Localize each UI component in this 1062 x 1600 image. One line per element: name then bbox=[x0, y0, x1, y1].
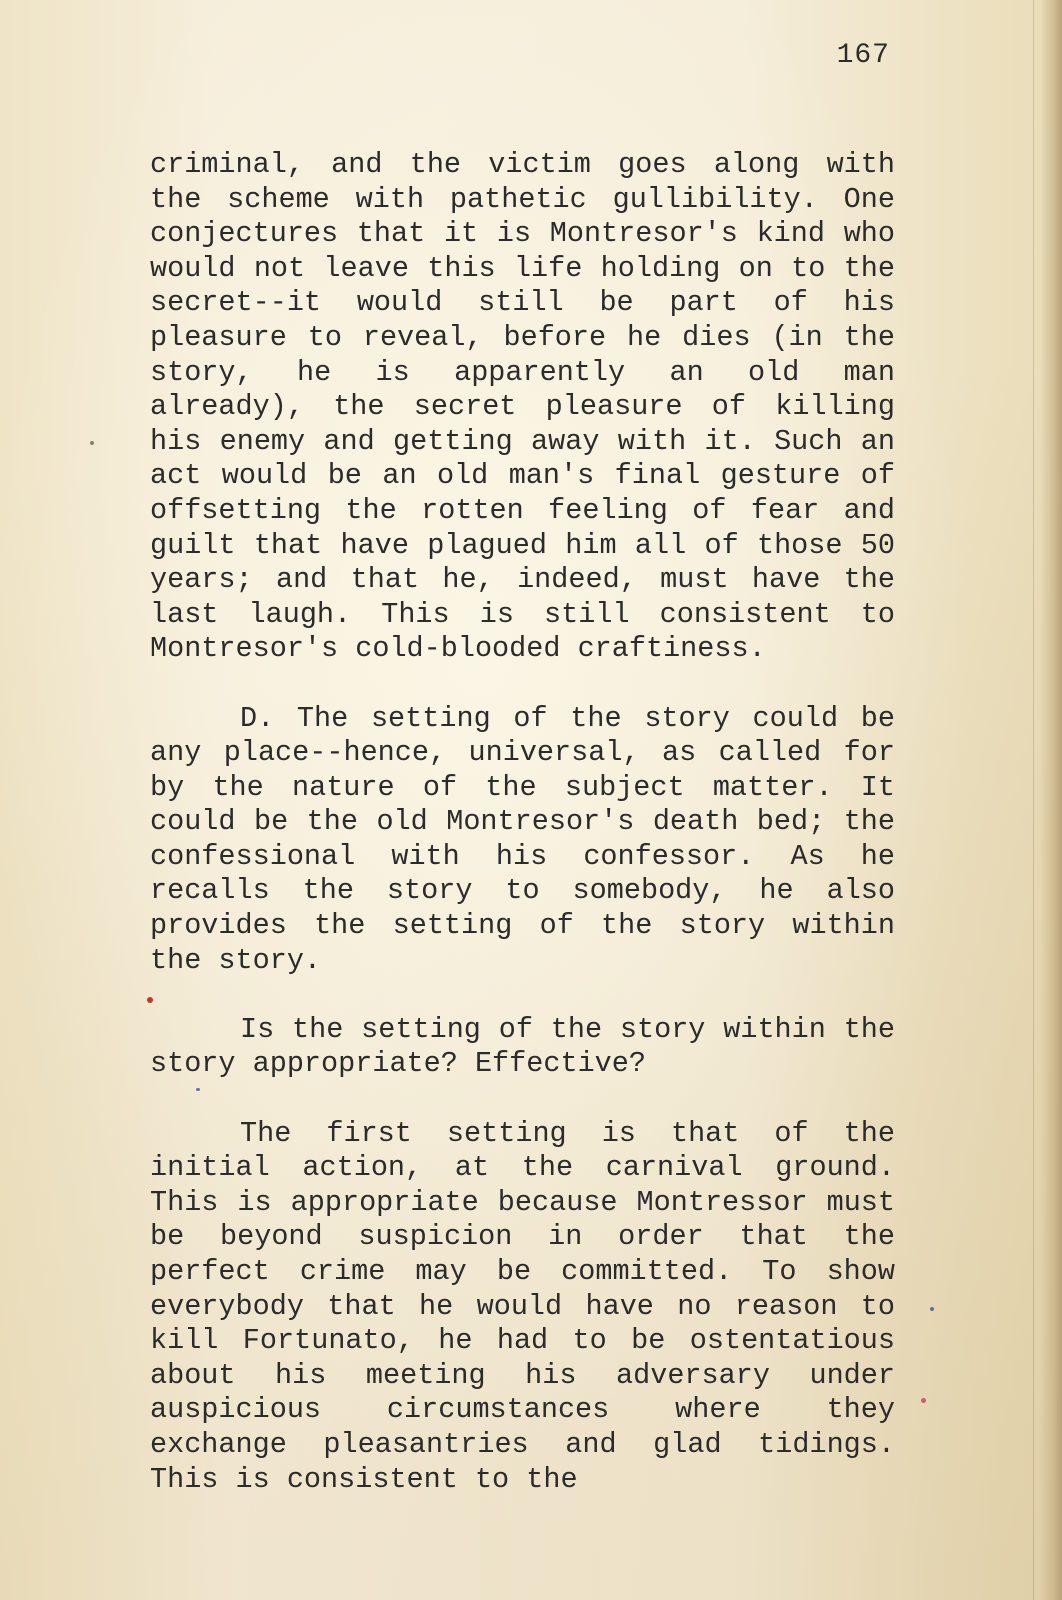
paragraph-setting-d: D. The setting of the story could be any place--hence, universal, as called for by the nature of the subject matter. It could be the old Montresor's death bed; the confessional with his confessor. As he recalls the story to somebody, he also provides the setting of the story within the story. bbox=[150, 701, 895, 977]
paragraph-first-setting: The first setting is that of the initial action, at the carnival ground. This is appropriate because Montressor must be beyond suspicion in order that the perfect crime may be committed. To show everybody that he would have no reason to kill Fortunato, he had to be ostentatious about his meeting his adversary under auspicious circumstances where they exchange pleasantries and glad tidings. This is consistent to the bbox=[150, 1116, 895, 1496]
red-ink-speck bbox=[147, 997, 153, 1003]
red-ink-speck-right bbox=[921, 1398, 926, 1403]
grey-ink-speck bbox=[90, 441, 94, 445]
blue-ink-speck bbox=[930, 1307, 934, 1311]
page-fold-line bbox=[1033, 0, 1034, 1600]
paragraph-question: Is the setting of the story within the story appropriate? Effective? bbox=[150, 1012, 895, 1081]
blue-ink-speck-small bbox=[196, 1088, 200, 1091]
paragraph-continuation: criminal, and the victim goes along with the scheme with pathetic gullibility. One conjectures that it is Montresor's kind who would not leave this life holding on to the secret--it would still be part of his pleasure to reveal, before he dies (in the story, he is apparently an old man already), the secret pleasure of killing his enemy and getting away with it. Such an act would be an old man's final gesture of offsetting the rotten feeling of fear and guilt that have plagued him all of those 50 years; and that he, indeed, must have the last laugh. This is still consistent to Montresor's cold-blooded craftiness. bbox=[150, 148, 895, 666]
body-text bbox=[150, 148, 895, 1497]
page-number: 167 bbox=[836, 40, 890, 71]
page-edge-shadow bbox=[1040, 0, 1062, 1600]
